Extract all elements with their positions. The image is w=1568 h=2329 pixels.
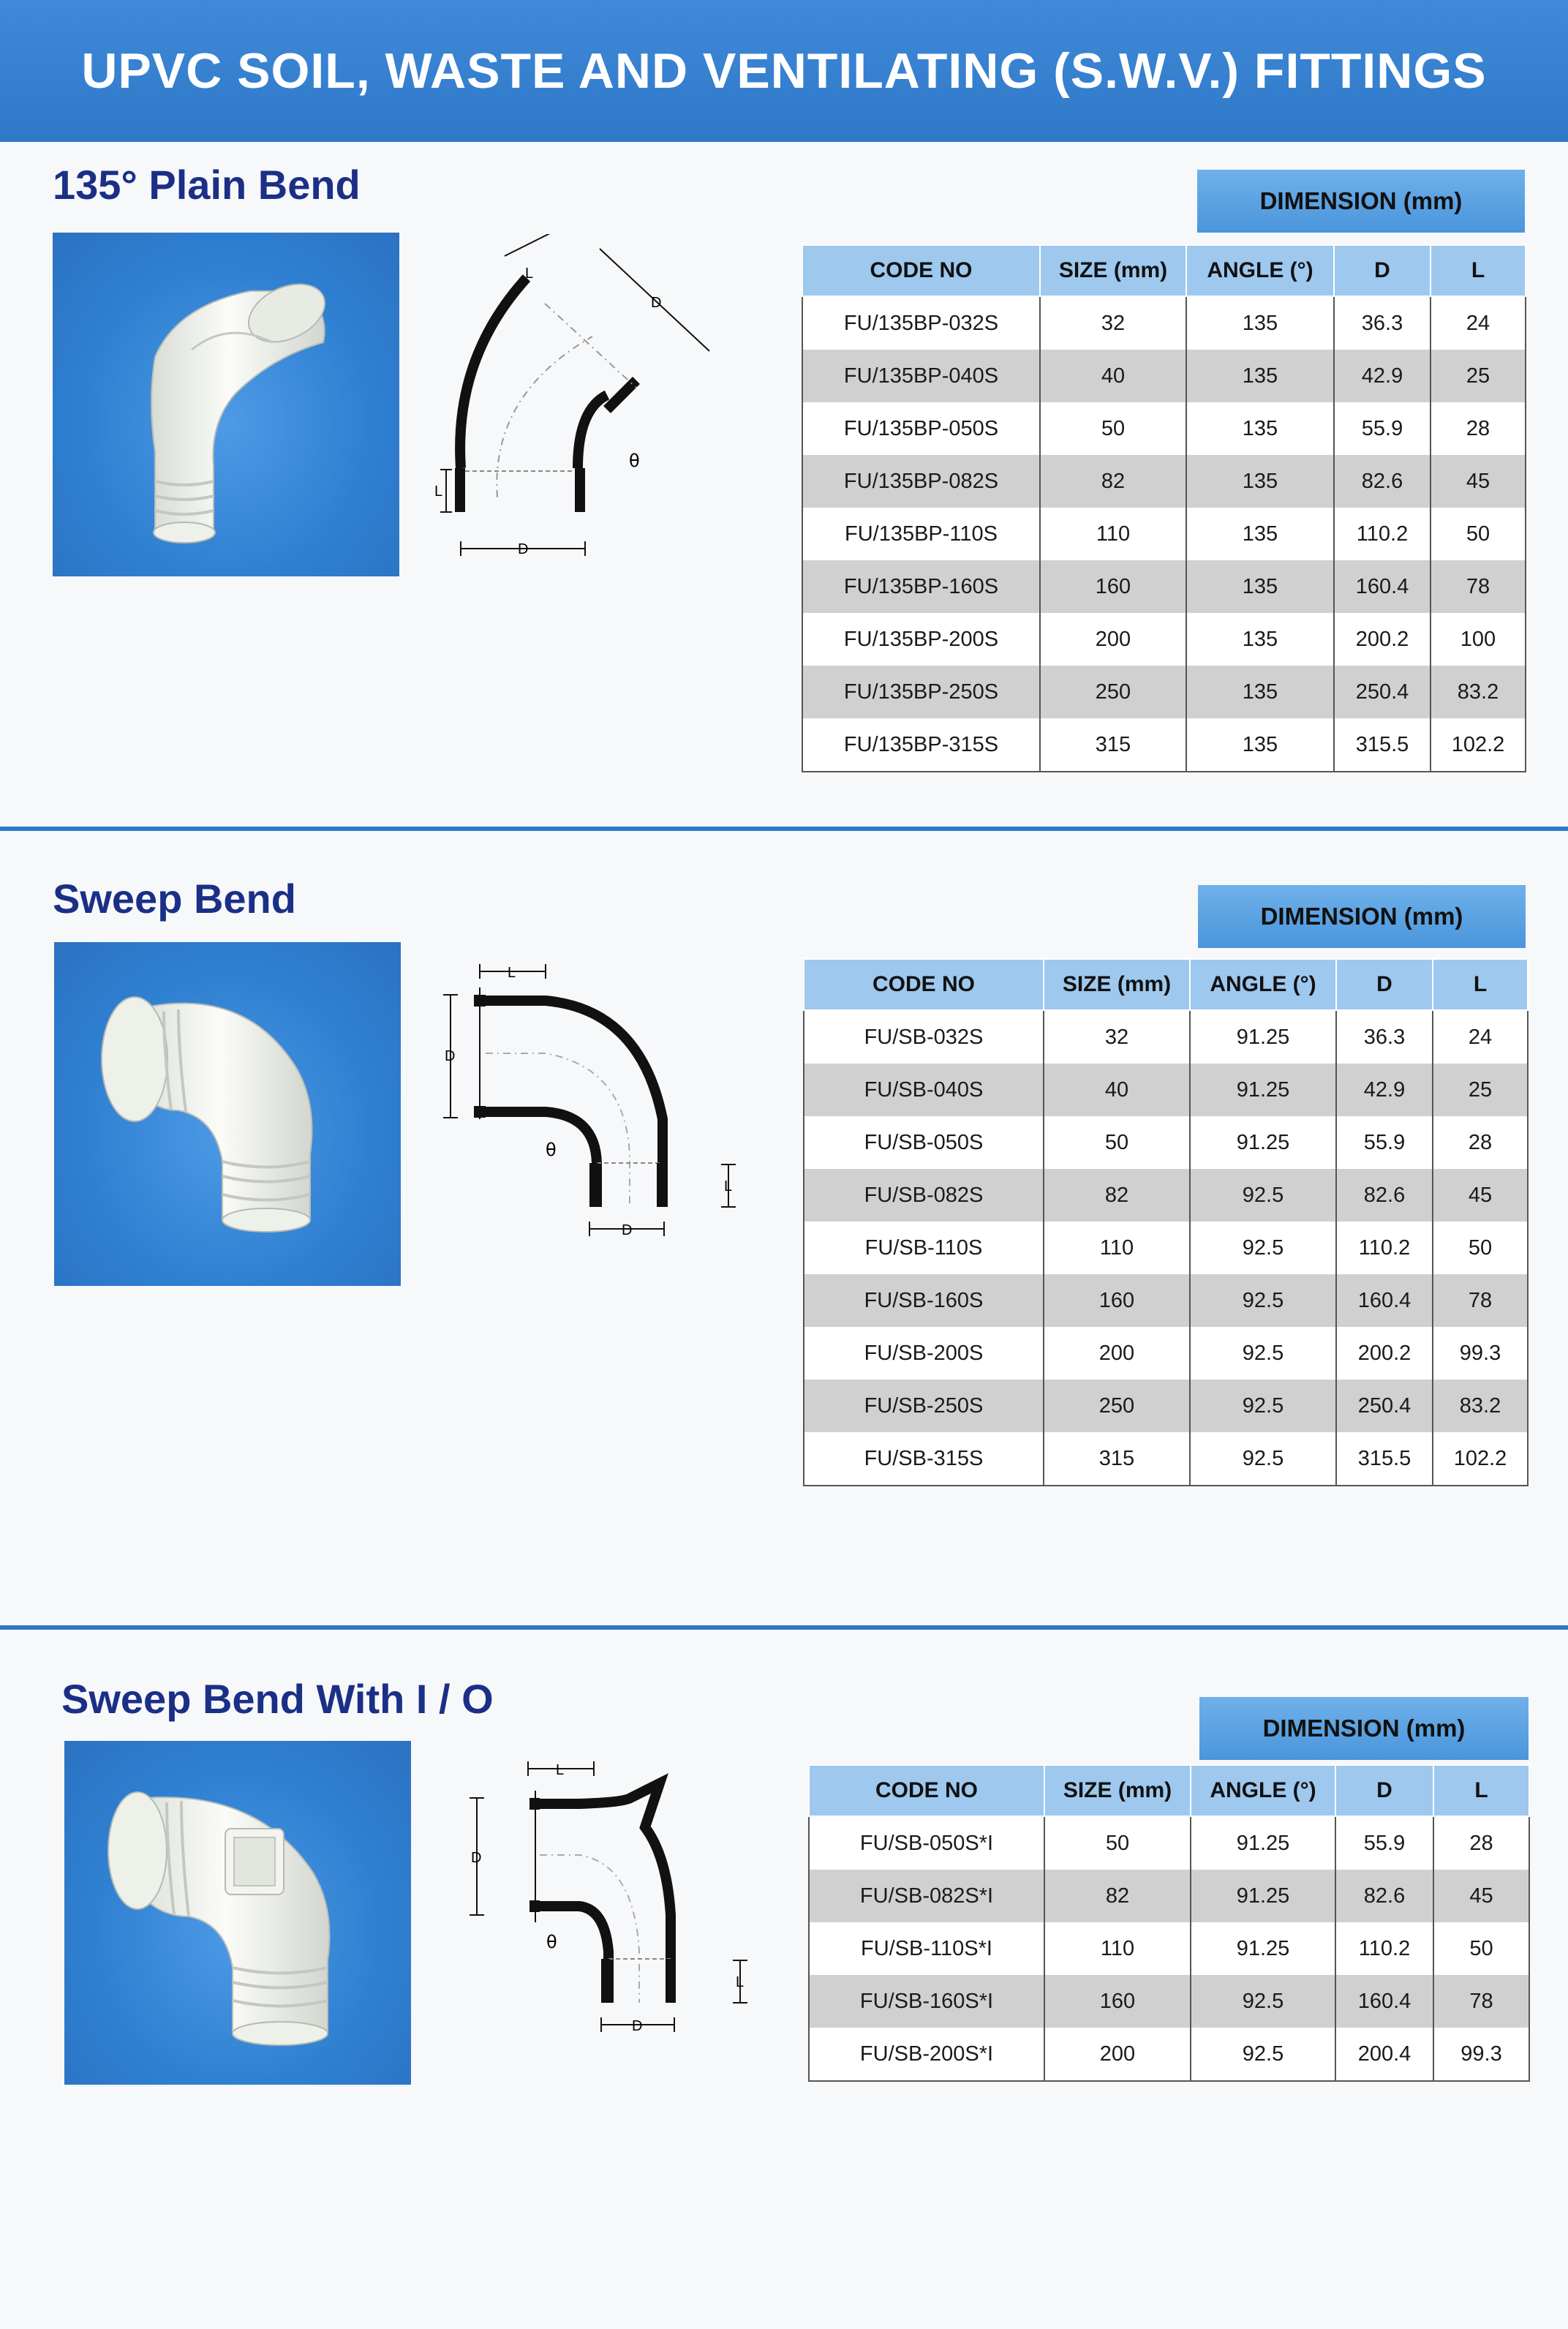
table-row — [804, 1010, 1528, 1064]
table-row — [804, 1064, 1528, 1116]
dim-label-d: D — [518, 541, 529, 557]
diagram-135-plain-bend — [431, 234, 724, 578]
cell-size: 160 — [1040, 560, 1186, 613]
cell-size: 50 — [1044, 1816, 1191, 1870]
cell-code: FU/135BP-315S — [802, 718, 1040, 772]
column-header-code: CODE NO — [809, 1765, 1044, 1816]
cell-angle: 91.25 — [1190, 1116, 1336, 1169]
diagram-sweep-bend — [436, 951, 743, 1295]
column-header-d: D — [1336, 959, 1433, 1010]
spec-table-sweep-bend-io — [808, 1764, 1530, 2082]
cell-code: FU/SB-050S*I — [809, 1816, 1044, 1870]
column-header-size: SIZE (mm) — [1044, 1765, 1191, 1816]
cell-code: FU/SB-200S*I — [809, 2028, 1044, 2081]
table-row — [802, 296, 1526, 350]
theta-label: θ — [546, 1932, 557, 1952]
column-header-d: D — [1334, 245, 1431, 296]
product-photo-sweep-bend — [54, 942, 401, 1286]
table-row — [809, 1975, 1529, 2028]
page-banner — [0, 0, 1568, 142]
cell-size: 40 — [1040, 350, 1186, 402]
dim-label-l-top: L — [556, 1762, 565, 1778]
cell-l: 28 — [1431, 402, 1526, 455]
cell-angle: 135 — [1186, 666, 1334, 718]
table-row — [802, 718, 1526, 772]
cell-size: 200 — [1044, 1327, 1190, 1380]
cell-size: 315 — [1040, 718, 1186, 772]
cell-angle: 91.25 — [1191, 1922, 1335, 1975]
table-header-row — [802, 245, 1526, 296]
spec-table-sweep-bend — [803, 958, 1529, 1486]
cell-code: FU/SB-032S — [804, 1010, 1044, 1064]
table-row — [804, 1274, 1528, 1327]
cell-angle: 135 — [1186, 508, 1334, 560]
dim-label-d: D — [471, 1850, 482, 1866]
cell-l: 50 — [1433, 1222, 1528, 1274]
column-header-code: CODE NO — [804, 959, 1044, 1010]
column-header-code: CODE NO — [802, 245, 1040, 296]
table-row — [802, 508, 1526, 560]
dim-label-l: L — [724, 1178, 733, 1194]
spec-table-135-plain-bend — [802, 244, 1526, 772]
cell-size: 82 — [1044, 1169, 1190, 1222]
cell-d: 315.5 — [1336, 1432, 1433, 1486]
table-row — [804, 1222, 1528, 1274]
cell-size: 50 — [1044, 1116, 1190, 1169]
cell-l: 24 — [1431, 296, 1526, 350]
table-row — [804, 1380, 1528, 1432]
cell-code: FU/135BP-040S — [802, 350, 1040, 402]
cell-l: 45 — [1433, 1870, 1529, 1922]
cell-size: 82 — [1044, 1870, 1191, 1922]
section-title-sweep-bend: Sweep Bend — [53, 876, 296, 922]
table-row — [804, 1116, 1528, 1169]
cell-angle: 92.5 — [1190, 1380, 1336, 1432]
cell-d: 200.2 — [1334, 613, 1431, 666]
cell-l: 28 — [1433, 1816, 1529, 1870]
cell-angle: 91.25 — [1191, 1870, 1335, 1922]
dimension-header-sweep-bend: DIMENSION (mm) — [1198, 885, 1526, 948]
column-header-d: D — [1335, 1765, 1433, 1816]
table-row — [809, 1816, 1529, 1870]
cell-l: 102.2 — [1431, 718, 1526, 772]
table-row — [802, 666, 1526, 718]
cell-d: 42.9 — [1336, 1064, 1433, 1116]
cell-code: FU/SB-110S*I — [809, 1922, 1044, 1975]
table-header-row — [809, 1765, 1529, 1816]
cell-l: 50 — [1431, 508, 1526, 560]
cell-d: 55.9 — [1335, 1816, 1433, 1870]
section-divider — [0, 1625, 1568, 1630]
cell-d: 36.3 — [1336, 1010, 1433, 1064]
cell-d: 82.6 — [1335, 1870, 1433, 1922]
cell-d: 110.2 — [1336, 1222, 1433, 1274]
cell-l: 25 — [1431, 350, 1526, 402]
dimension-header-135-plain-bend: DIMENSION (mm) — [1197, 170, 1525, 233]
cell-code: FU/SB-050S — [804, 1116, 1044, 1169]
column-header-size: SIZE (mm) — [1040, 245, 1186, 296]
table-row — [802, 613, 1526, 666]
cell-size: 200 — [1040, 613, 1186, 666]
section-divider — [0, 827, 1568, 831]
cell-angle: 135 — [1186, 560, 1334, 613]
dim-label-l: L — [736, 1974, 745, 1990]
cell-code: FU/135BP-110S — [802, 508, 1040, 560]
cell-angle: 91.25 — [1190, 1064, 1336, 1116]
column-header-angle: ANGLE (°) — [1191, 1765, 1335, 1816]
cell-size: 200 — [1044, 2028, 1191, 2081]
cell-d: 82.6 — [1336, 1169, 1433, 1222]
cell-angle: 92.5 — [1190, 1222, 1336, 1274]
cell-angle: 92.5 — [1191, 2028, 1335, 2081]
cell-code: FU/SB-200S — [804, 1327, 1044, 1380]
cell-d: 36.3 — [1334, 296, 1431, 350]
cell-code: FU/SB-082S — [804, 1169, 1044, 1222]
cell-code: FU/135BP-050S — [802, 402, 1040, 455]
cell-d: 250.4 — [1336, 1380, 1433, 1432]
cell-l: 100 — [1431, 613, 1526, 666]
column-header-angle: ANGLE (°) — [1186, 245, 1334, 296]
cell-angle: 135 — [1186, 350, 1334, 402]
cell-d: 160.4 — [1334, 560, 1431, 613]
dim-label-d-top: D — [651, 295, 662, 311]
cell-d: 55.9 — [1336, 1116, 1433, 1169]
cell-size: 250 — [1040, 666, 1186, 718]
cell-code: FU/135BP-160S — [802, 560, 1040, 613]
cell-d: 200.4 — [1335, 2028, 1433, 2081]
cell-angle: 135 — [1186, 455, 1334, 508]
cell-code: FU/SB-250S — [804, 1380, 1044, 1432]
column-header-l: L — [1431, 245, 1526, 296]
cell-angle: 92.5 — [1190, 1274, 1336, 1327]
cell-size: 32 — [1040, 296, 1186, 350]
column-header-l: L — [1433, 959, 1528, 1010]
page-title: UPVC SOIL, WASTE AND VENTILATING (S.W.V.) FITTINGS — [81, 43, 1487, 99]
cell-size: 110 — [1040, 508, 1186, 560]
cell-code: FU/135BP-200S — [802, 613, 1040, 666]
cell-d: 55.9 — [1334, 402, 1431, 455]
dimension-header-sweep-bend-io: DIMENSION (mm) — [1199, 1697, 1529, 1760]
cell-size: 110 — [1044, 1922, 1191, 1975]
table-row — [802, 402, 1526, 455]
table-row — [802, 560, 1526, 613]
dim-label-d: D — [445, 1048, 456, 1064]
cell-size: 32 — [1044, 1010, 1190, 1064]
cell-l: 102.2 — [1433, 1432, 1528, 1486]
cell-l: 78 — [1433, 1975, 1529, 2028]
theta-label: θ — [629, 451, 640, 471]
dim-label-d-bottom: D — [632, 2018, 643, 2034]
cell-angle: 91.25 — [1191, 1816, 1335, 1870]
cell-size: 82 — [1040, 455, 1186, 508]
cell-l: 25 — [1433, 1064, 1528, 1116]
table-row — [802, 455, 1526, 508]
cell-angle: 92.5 — [1191, 1975, 1335, 2028]
cell-size: 250 — [1044, 1380, 1190, 1432]
cell-angle: 92.5 — [1190, 1432, 1336, 1486]
product-photo-135-plain-bend — [53, 233, 399, 576]
cell-size: 160 — [1044, 1274, 1190, 1327]
cell-d: 42.9 — [1334, 350, 1431, 402]
cell-code: FU/SB-082S*I — [809, 1870, 1044, 1922]
cell-d: 160.4 — [1335, 1975, 1433, 2028]
diagram-sweep-bend-io — [448, 1754, 755, 2076]
cell-l: 99.3 — [1433, 1327, 1528, 1380]
cell-d: 110.2 — [1334, 508, 1431, 560]
table-row — [804, 1432, 1528, 1486]
table-row — [809, 2028, 1529, 2081]
table-row — [809, 1870, 1529, 1922]
table-row — [804, 1169, 1528, 1222]
cell-code: FU/SB-110S — [804, 1222, 1044, 1274]
cell-angle: 135 — [1186, 718, 1334, 772]
cell-l: 45 — [1431, 455, 1526, 508]
column-header-angle: ANGLE (°) — [1190, 959, 1336, 1010]
cell-l: 28 — [1433, 1116, 1528, 1169]
cell-d: 110.2 — [1335, 1922, 1433, 1975]
column-header-size: SIZE (mm) — [1044, 959, 1190, 1010]
cell-l: 45 — [1433, 1169, 1528, 1222]
cell-d: 82.6 — [1334, 455, 1431, 508]
cell-angle: 135 — [1186, 613, 1334, 666]
table-row — [802, 350, 1526, 402]
cell-d: 200.2 — [1336, 1327, 1433, 1380]
cell-size: 50 — [1040, 402, 1186, 455]
table-row — [804, 1327, 1528, 1380]
cell-l: 83.2 — [1433, 1380, 1528, 1432]
cell-size: 110 — [1044, 1222, 1190, 1274]
cell-d: 160.4 — [1336, 1274, 1433, 1327]
cell-l: 78 — [1433, 1274, 1528, 1327]
cell-angle: 91.25 — [1190, 1010, 1336, 1064]
cell-l: 50 — [1433, 1922, 1529, 1975]
cell-l: 78 — [1431, 560, 1526, 613]
cell-angle: 135 — [1186, 402, 1334, 455]
cell-size: 315 — [1044, 1432, 1190, 1486]
cell-l: 83.2 — [1431, 666, 1526, 718]
dim-label-l-top: L — [525, 266, 534, 282]
cell-angle: 92.5 — [1190, 1327, 1336, 1380]
cell-l: 24 — [1433, 1010, 1528, 1064]
section-title-sweep-bend-io: Sweep Bend With I / O — [61, 1676, 494, 1722]
cell-l: 99.3 — [1433, 2028, 1529, 2081]
table-header-row — [804, 959, 1528, 1010]
section-title-135-plain-bend: 135° Plain Bend — [53, 162, 361, 208]
table-row — [809, 1922, 1529, 1975]
cell-angle: 135 — [1186, 296, 1334, 350]
theta-label: θ — [546, 1140, 557, 1160]
product-photo-sweep-bend-io — [64, 1741, 411, 2085]
cell-code: FU/SB-160S — [804, 1274, 1044, 1327]
cell-angle: 92.5 — [1190, 1169, 1336, 1222]
cell-size: 40 — [1044, 1064, 1190, 1116]
cell-d: 250.4 — [1334, 666, 1431, 718]
cell-code: FU/SB-315S — [804, 1432, 1044, 1486]
cell-code: FU/135BP-250S — [802, 666, 1040, 718]
cell-code: FU/SB-160S*I — [809, 1975, 1044, 2028]
cell-d: 315.5 — [1334, 718, 1431, 772]
cell-size: 160 — [1044, 1975, 1191, 2028]
cell-code: FU/135BP-032S — [802, 296, 1040, 350]
dim-label-l-top: L — [508, 965, 516, 981]
dim-label-l: L — [434, 484, 443, 500]
cell-code: FU/135BP-082S — [802, 455, 1040, 508]
dim-label-d-bottom: D — [622, 1222, 633, 1238]
column-header-l: L — [1433, 1765, 1529, 1816]
cell-code: FU/SB-040S — [804, 1064, 1044, 1116]
